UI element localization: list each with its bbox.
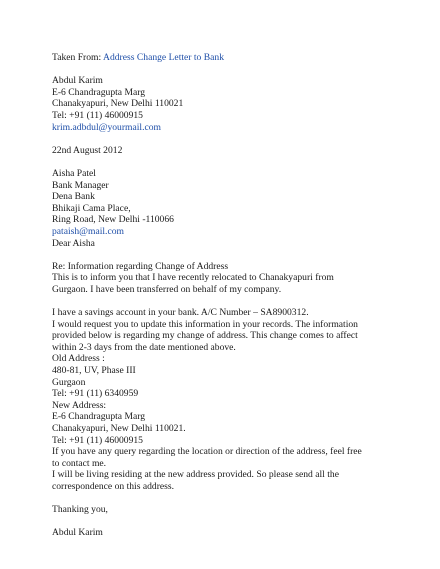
old-address-line1: 480-81, UV, Phase III	[52, 365, 136, 377]
paragraph1-line: This is to inform you that I have recently relocated to Chanakyapuri from	[52, 272, 334, 284]
recipient-name: Aisha Patel	[52, 167, 96, 179]
recipient-address-line2: Ring Road, New Delhi -110066	[52, 214, 174, 226]
paragraph2-line: provided below is regarding my change of address. This change comes to affect	[52, 330, 358, 342]
recipient-block	[52, 168, 392, 249]
paragraph3-line: I will be living residing at the new address provided. So please send all the	[52, 469, 339, 481]
subject-block	[52, 261, 392, 296]
paragraph3-line: to contact me.	[52, 457, 107, 469]
new-address-heading: New Address:	[52, 399, 107, 411]
letter-date: 22nd August 2012	[52, 144, 123, 156]
spacer	[52, 295, 392, 307]
spacer	[52, 156, 392, 168]
old-address-line2: Gurgaon	[52, 376, 86, 388]
source-line	[52, 52, 392, 64]
source-link[interactable]: Address Change Letter to Bank	[103, 52, 224, 63]
paragraph2-line: within 2-3 days from the date mentioned above.	[52, 341, 236, 353]
paragraph1-line: Gurgaon. I have been transferred on behalf of my company.	[52, 283, 282, 295]
spacer	[52, 249, 392, 261]
paragraph2-line: I would request you to update this information in your records. The information	[52, 318, 358, 330]
recipient-email-link[interactable]: pataish@mail.com	[52, 225, 124, 237]
paragraph2-line: I have a savings account in your bank. A/C Number – SA8900312.	[52, 307, 309, 319]
recipient-bank: Dena Bank	[52, 191, 95, 203]
recipient-title: Bank Manager	[52, 179, 109, 191]
sender-name: Abdul Karim	[52, 75, 103, 87]
spacer	[52, 493, 392, 505]
old-address-block	[52, 353, 392, 399]
old-address-heading: Old Address :	[52, 353, 105, 365]
recipient-address-line1: Bhikaji Cama Place,	[52, 202, 131, 214]
sender-tel: Tel: +91 (11) 46000915	[52, 109, 143, 121]
paragraph3-block	[52, 446, 392, 492]
sender-block	[52, 75, 392, 133]
closing: Thanking you,	[52, 504, 108, 516]
sender-address-line1: E-6 Chandragupta Marg	[52, 86, 146, 98]
new-address-tel: Tel: +91 (11) 46000915	[52, 434, 143, 446]
new-address-line1: E-6 Chandragupta Marg	[52, 411, 146, 423]
new-address-line2: Chanakyapuri, New Delhi 110021.	[52, 423, 186, 434]
signature-name: Abdul Karim	[52, 527, 103, 539]
paragraph3-line: If you have any query regarding the location or direction of the address, feel free	[52, 446, 362, 458]
new-address-block	[52, 400, 392, 446]
sender-address-line2: Chanakyapuri, New Delhi 110021	[52, 98, 184, 110]
sender-email-link[interactable]: krim.adbdul@yourmail.com	[52, 121, 162, 133]
spacer	[52, 516, 392, 528]
paragraph2-block	[52, 307, 392, 353]
paragraph3-line: correspondence on this address.	[52, 480, 175, 492]
salutation: Dear Aisha	[52, 237, 95, 249]
subject-line: Re: Information regarding Change of Address	[52, 260, 229, 272]
spacer	[52, 133, 392, 145]
source-prefix: Taken From:	[52, 52, 102, 63]
old-address-tel: Tel: +91 (11) 6340959	[52, 388, 139, 400]
letter-body	[52, 52, 392, 539]
